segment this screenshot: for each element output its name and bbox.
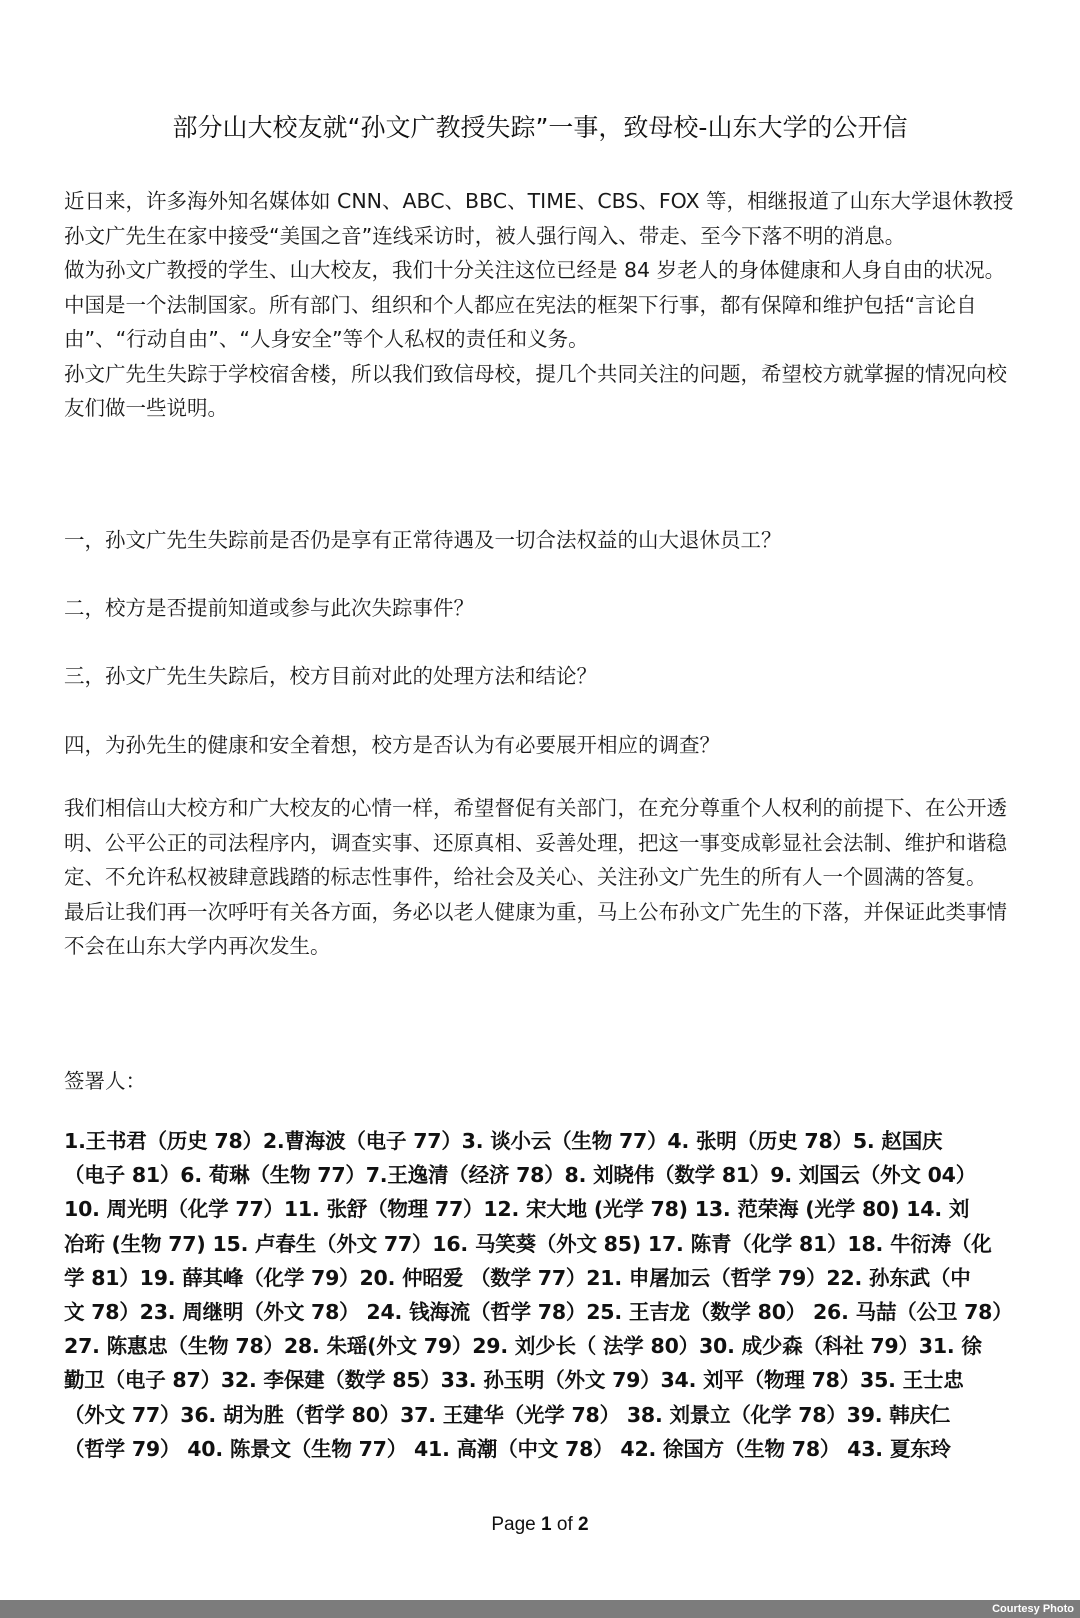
question-1: 一，孙文广先生失踪前是否仍是享有正常待遇及一切合法权益的山大退休员工？: [64, 528, 782, 552]
page-current: 1: [541, 1514, 552, 1535]
signers-line: 1.王书君（历史 78）2.曹海波（电子 77）3. 谈小云（生物 77）4. 张明（历史 78）5. 赵国庆: [64, 1129, 943, 1153]
intro-paragraph: 近日来，许多海外知名媒体如 CNN、ABC、BBC、TIME、CBS、FOX 等，相继报道了山东大学退休教授孙文广先生在家中接受“美国之音”连线采访时，被人强行闯入、带走、至今下落不明的消息。: [64, 189, 1014, 248]
page-number: [0, 1512, 1080, 1538]
signers-line: 冶珩 (生物 77) 15. 卢春生（外文 77）16. 马笑葵（外文 85) 17. 陈青（化学 81）18. 牛衍涛（化: [64, 1231, 992, 1256]
intro-paragraph: 做为孙文广教授的学生、山大校友，我们十分关注这位已经是 84 岁老人的身体健康和人身自由的状况。: [64, 258, 1006, 282]
signers-line: （哲学 79） 40. 陈景文（生物 77） 41. 高潮（中文 78） 42. 徐国方（生物 78） 43. 夏东玲: [64, 1436, 951, 1461]
signers-line: 勤卫（电子 87）32. 李保建（数学 85）33. 孙玉明（外文 79）34. 刘平（物理 78）35. 王士忠: [64, 1368, 964, 1393]
signers-list: [64, 1124, 1026, 1466]
signers-line: （外文 77）36. 胡为胜（哲学 80）37. 王建华（光学 78） 38. 刘景立（化学 78）39. 韩庆仁: [64, 1402, 951, 1427]
question-4: 四，为孙先生的健康和安全着想，校方是否认为有必要展开相应的调查？: [64, 733, 720, 757]
intro-paragraph: 孙文广先生失踪于学校宿舍楼，所以我们致信母校，提几个共同关注的问题，希望校方就掌握的情况向校友们做一些说明。: [64, 361, 1007, 420]
question-2: 二，校方是否提前知道或参与此次失踪事件？: [64, 596, 474, 620]
signers-line: （电子 81）6. 荀琳（生物 77）7.王逸清（经济 78）8. 刘晓伟（数学 81）9. 刘国云（外文 04）: [64, 1163, 977, 1188]
signers-label: 签署人：: [64, 1069, 146, 1093]
question-3: 三，孙文广先生失踪后，校方目前对此的处理方法和结论？: [64, 664, 597, 688]
closing-paragraph: 我们相信山大校方和广大校友的心情一样，希望督促有关部门，在充分尊重个人权利的前提下、在公开透明、公平公正的司法程序内，调查实事、还原真相、妥善处理，把这一事变成彰显社会法制、维护和谐稳定、不允许私权被肆意践踏的标志性事件，给社会及关心、关注孙文广先生的所有人一个圆满的答复。: [64, 796, 1007, 889]
closing-section: [64, 791, 1024, 964]
letter-title: 部分山大校友就“孙文广教授失踪”一事，致母校-山东大学的公开信: [172, 113, 908, 142]
page-word: Page: [491, 1514, 536, 1535]
intro-section: [64, 184, 1024, 426]
photo-credit-bar: [0, 1600, 1080, 1618]
page-total: 2: [578, 1514, 589, 1535]
signers-line: 学 81）19. 薛其峰（化学 79）20. 仲昭爱 （数学 77）21. 申屠加云（哲学 79）22. 孙东武（中: [64, 1265, 971, 1290]
intro-paragraph: 中国是一个法制国家。所有部门、组织和个人都应在宪法的框架下行事，都有保障和维护包括“言论自由”、“行动自由”、“人身安全”等个人私权的责任和义务。: [64, 292, 977, 351]
of-word: of: [556, 1514, 573, 1535]
signers-line: 文 78）23. 周继明（外文 78） 24. 钱海流（哲学 78）25. 王吉龙（数学 80） 26. 马喆（公卫 78）: [64, 1300, 1013, 1325]
signers-line: 27. 陈惠忠（生物 78）28. 朱瑶(外文 79）29. 刘少长（ 法学 80）30. 成少森（科社 79）31. 徐: [64, 1334, 982, 1359]
signers-line: 10. 周光明（化学 77）11. 张舒（物理 77）12. 宋大地 (光学 78) 13. 范荣海 (光学 80) 14. 刘: [64, 1197, 970, 1222]
closing-paragraph: 最后让我们再一次呼吁有关各方面，务必以老人健康为重，马上公布孙文广先生的下落，并保证此类事情不会在山东大学内再次发生。: [64, 899, 1007, 958]
photo-credit: Courtesy Photo: [992, 1603, 1074, 1615]
